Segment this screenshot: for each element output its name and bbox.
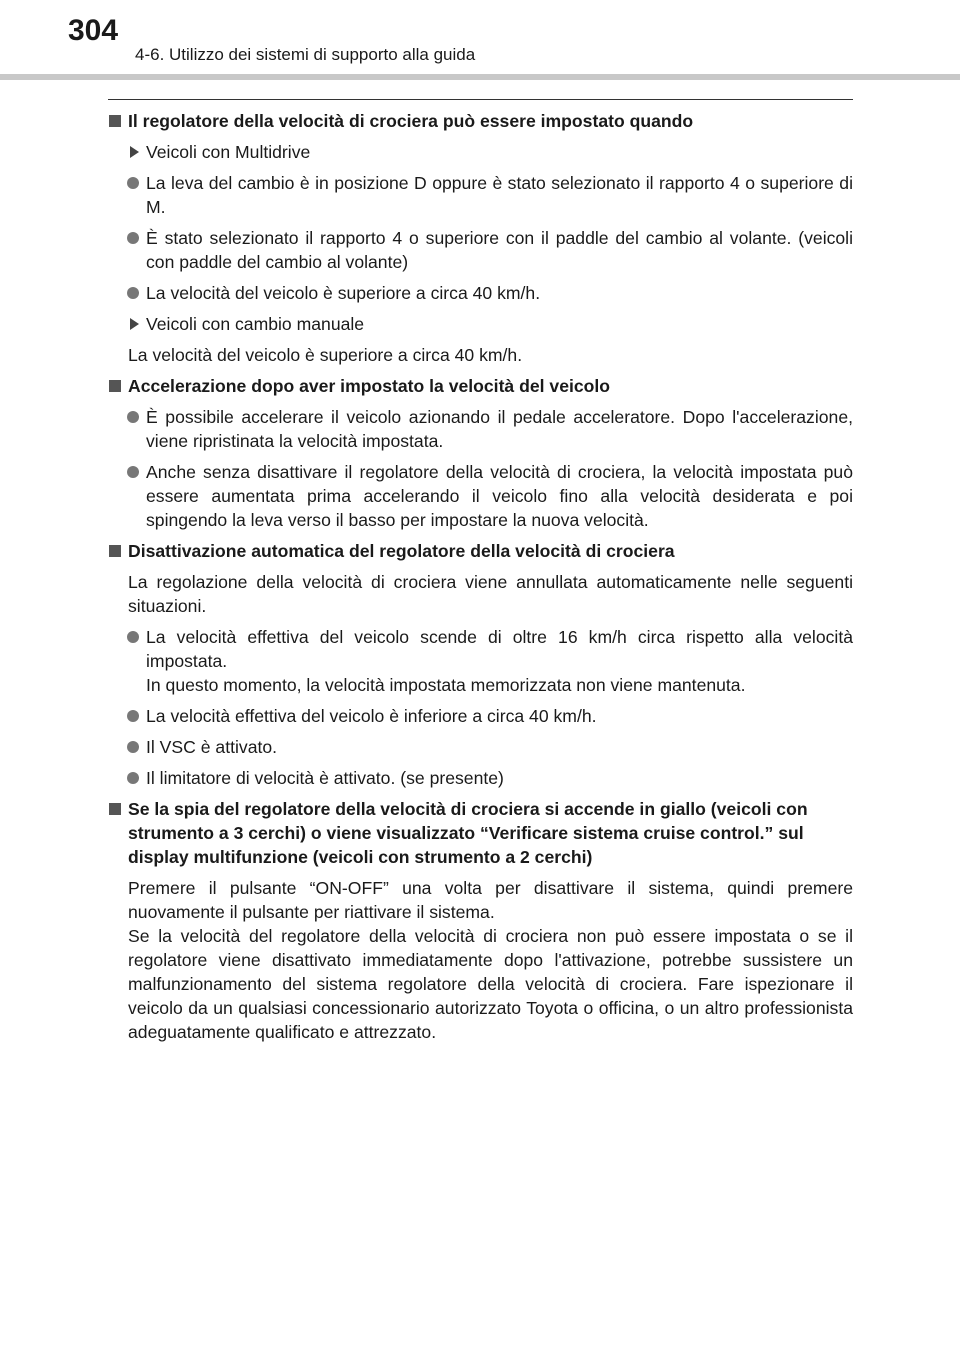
list-item-text: La velocità effettiva del veicolo scende di oltre 16 km/h circa rispetto alla velocità impostata.: [146, 627, 853, 671]
list-item-text: Anche senza disattivare il regolatore della velocità di crociera, la velocità impostata può essere aumentata prima accelerando il veicolo fino alla velocità desiderata e poi spingendo la leva verso il basso per impostare la nuova velocità.: [146, 462, 853, 530]
subheading-text: Veicoli con Multidrive: [146, 142, 311, 162]
paragraph: La regolazione della velocità di crociera viene annullata automaticamente nelle seguenti situazioni.: [128, 572, 853, 616]
header-rule: [0, 74, 960, 80]
heading-text: Se la spia del regolatore della velocità di crociera si accende in giallo (veicoli con strumento a 3 cerchi) o viene visualizzato “Verificare sistema cruise control.” sul display multifunzione (veicoli con strumento a 2 cerchi): [128, 799, 808, 867]
list-item-text: È possibile accelerare il veicolo azionando il pedale acceleratore. Dopo l'accelerazione, viene ripristinata la velocità impostata.: [146, 407, 853, 451]
list-item-text: La velocità del veicolo è superiore a circa 40 km/h.: [146, 283, 541, 303]
list-item: [108, 766, 853, 790]
list-item: [108, 704, 853, 728]
subheading-text: Veicoli con cambio manuale: [146, 314, 365, 334]
heading-text: Accelerazione dopo aver impostato la velocità del veicolo: [128, 376, 611, 396]
heading-acceleration: [108, 374, 853, 398]
square-bullet-icon: [109, 803, 121, 815]
subheading-multidrive: [108, 140, 853, 164]
circle-bullet-icon: [127, 411, 139, 423]
triangle-bullet-icon: [130, 146, 139, 158]
list-item-text: È stato selezionato il rapporto 4 o superiore con il paddle del cambio al volante. (veicoli con paddle del cambio al volante): [146, 228, 853, 272]
page-header: [0, 0, 960, 76]
circle-bullet-icon: [127, 710, 139, 722]
list-item: [108, 171, 853, 219]
circle-bullet-icon: [127, 741, 139, 753]
heading-warning-light: [108, 797, 853, 869]
heading-text: Il regolatore della velocità di crociera può essere impostato quando: [128, 111, 694, 131]
circle-bullet-icon: [127, 772, 139, 784]
heading-text: Disattivazione automatica del regolatore della velocità di crociera: [128, 541, 675, 561]
circle-bullet-icon: [127, 631, 139, 643]
paragraph-text: Se la velocità del regolatore della velocità di crociera non può essere impostata o se il regolatore viene disattivato immediatamente dopo l'attivazione, potrebbe sussistere un malfunzionamento del sistema regolatore della velocità di crociera. Fare ispezionare il veicolo da un qualsiasi concessionario autorizzato Toyota o officina, o un altro professionista adeguatamente qualificato e attrezzato.: [128, 926, 853, 1042]
heading-cruise-conditions: [108, 109, 853, 133]
content: [108, 109, 853, 1051]
circle-bullet-icon: [127, 287, 139, 299]
heading-auto-deactivation: [108, 539, 853, 563]
square-bullet-icon: [109, 380, 121, 392]
subheading-manual: [108, 312, 853, 336]
square-bullet-icon: [109, 115, 121, 127]
triangle-bullet-icon: [130, 318, 139, 330]
page-number: 304: [68, 14, 119, 47]
list-item: [108, 281, 853, 305]
paragraph: [108, 876, 853, 1044]
list-item-text: La leva del cambio è in posizione D oppure è stato selezionato il rapporto 4 o superiore di M.: [146, 173, 853, 217]
list-item-text: La velocità effettiva del veicolo è inferiore a circa 40 km/h.: [146, 706, 597, 726]
list-item-text: Il VSC è attivato.: [146, 737, 278, 757]
square-bullet-icon: [109, 545, 121, 557]
paragraph-text: Premere il pulsante “ON-OFF” una volta per disattivare il sistema, quindi premere nuovamente il pulsante per riattivare il sistema.: [128, 878, 853, 922]
list-item-note: In questo momento, la velocità impostata memorizzata non viene mantenuta.: [146, 675, 746, 695]
list-item: [108, 625, 853, 697]
content-top-rule: [108, 99, 853, 100]
circle-bullet-icon: [127, 466, 139, 478]
list-item: [108, 226, 853, 274]
list-item: [108, 735, 853, 759]
list-item: [108, 460, 853, 532]
circle-bullet-icon: [127, 232, 139, 244]
section-title: 4-6. Utilizzo dei sistemi di supporto alla guida: [135, 45, 476, 64]
paragraph: La velocità del veicolo è superiore a circa 40 km/h.: [128, 345, 523, 365]
circle-bullet-icon: [127, 177, 139, 189]
list-item-text: Il limitatore di velocità è attivato. (se presente): [146, 768, 504, 788]
list-item: [108, 405, 853, 453]
